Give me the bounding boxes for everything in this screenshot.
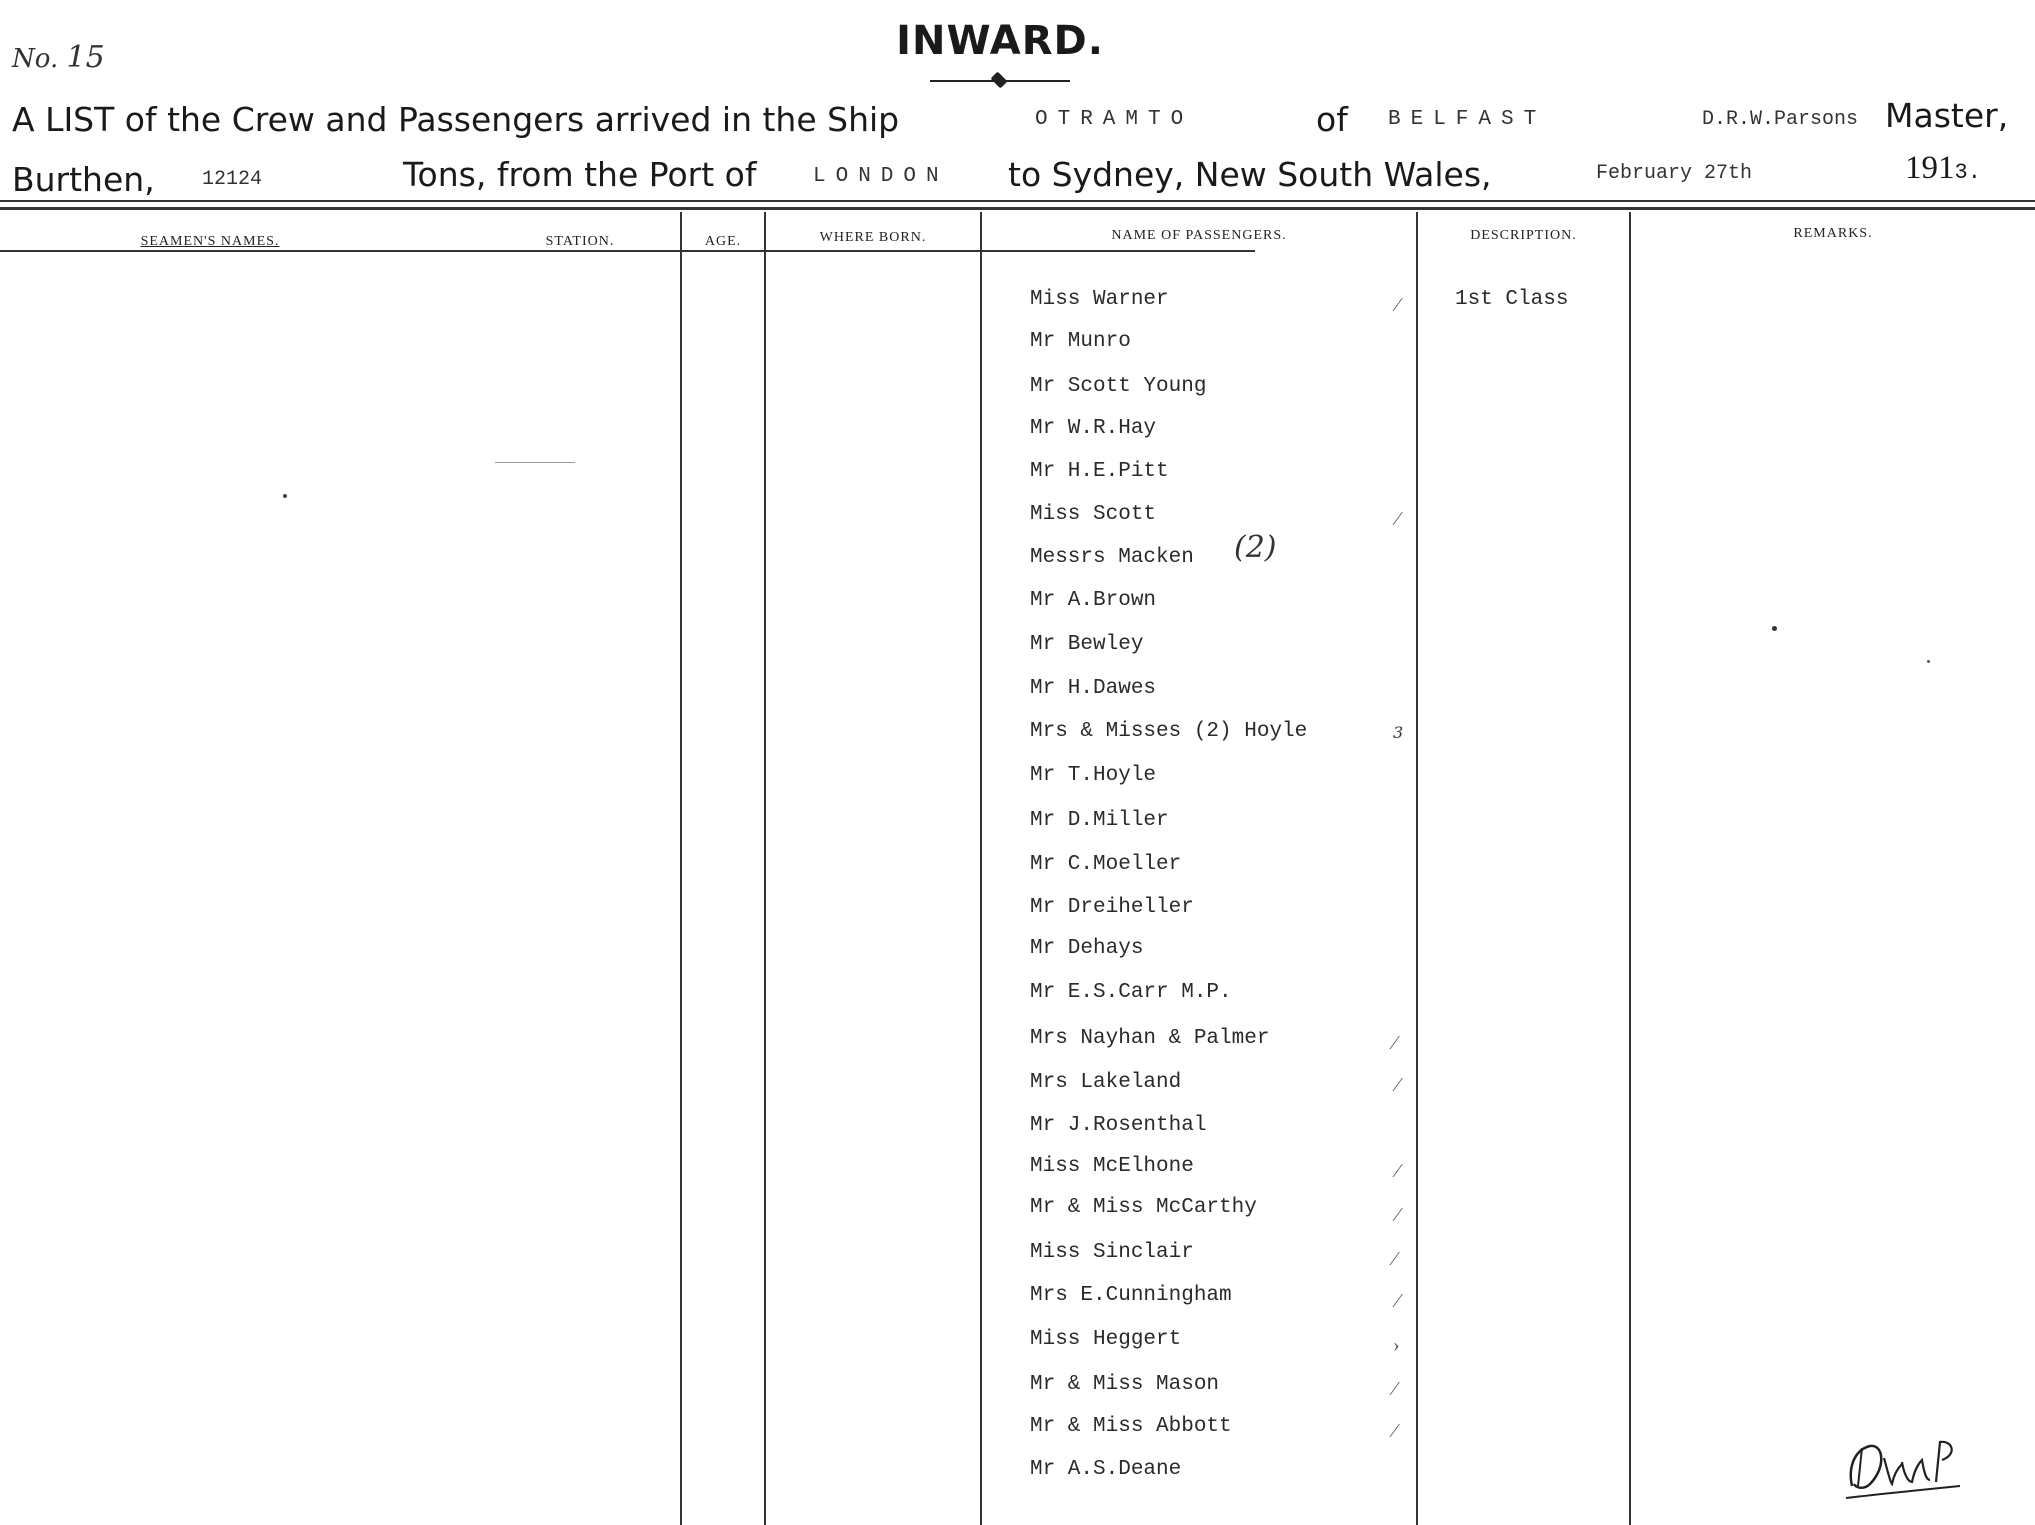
burthen-label: Burthen, [12, 160, 155, 199]
column-header-rule [0, 250, 1255, 252]
column-header-where-born: WHERE BORN. [819, 230, 927, 245]
of-label: of [1316, 100, 1348, 139]
column-divider-age-born [764, 212, 766, 1525]
passenger-row: Mr Dreiheller [1030, 896, 1194, 919]
tons-from-port-label: Tons, from the Port of [403, 155, 757, 194]
destination: to Sydney, New South Wales, [1008, 155, 1492, 194]
passenger-row: Mrs & Misses (2) Hoyle [1030, 720, 1308, 743]
arrival-year-suffix: 3. [1954, 160, 1981, 185]
master-label: Master, [1885, 96, 2009, 135]
check-mark-icon: ⁄ [1396, 1074, 1400, 1096]
check-mark-icon: ⁄ [1396, 508, 1400, 530]
passenger-row: Mr T.Hoyle [1030, 764, 1157, 787]
macken-count-annotation: (2) [1234, 530, 1277, 565]
passenger-row: Mr Dehays [1030, 937, 1144, 960]
check-mark-icon: ⁄ [1393, 1248, 1397, 1270]
ink-speck [1772, 626, 1777, 631]
burthen-value: 12124 [202, 168, 263, 191]
passenger-row: Mr & Miss Mason [1030, 1373, 1220, 1396]
title-ornament-diamond [991, 72, 1008, 89]
column-header-age: AGE. [704, 234, 742, 249]
passenger-row: Mr D.Miller [1030, 809, 1169, 832]
check-mark-icon: ⁄ [1396, 1290, 1400, 1312]
passenger-row: Mr C.Moeller [1030, 853, 1182, 876]
page-title: INWARD. [896, 18, 1104, 64]
passenger-row: Miss Scott [1030, 503, 1157, 526]
faint-rule-mark [495, 462, 575, 463]
check-mark-icon: ⁄ [1396, 294, 1400, 316]
check-mark-icon: › [1393, 1334, 1400, 1356]
check-mark-icon: ⁄ [1396, 1160, 1400, 1182]
column-header-station: STATION. [545, 234, 615, 249]
passenger-row: Mrs Nayhan & Palmer [1030, 1027, 1270, 1050]
header-rule-bottom [0, 207, 2035, 210]
passenger-row: Mr & Miss Abbott [1030, 1415, 1232, 1438]
passenger-row: Mr Bewley [1030, 633, 1144, 656]
passenger-class: 1st Class [1455, 288, 1569, 311]
passenger-row: Messrs Macken [1030, 546, 1194, 569]
passenger-row: Miss Heggert [1030, 1328, 1182, 1351]
column-header-description: DESCRIPTION. [1470, 228, 1577, 243]
passenger-row: Mr W.R.Hay [1030, 417, 1157, 440]
passenger-row: Mr A.S.Deane [1030, 1458, 1182, 1481]
master-signature [1840, 1428, 1970, 1508]
passenger-row: Mr & Miss McCarthy [1030, 1196, 1257, 1219]
passenger-row: Miss Sinclair [1030, 1241, 1194, 1264]
column-header-seamens-names: SEAMEN'S NAMES. [140, 234, 280, 249]
column-header-remarks: REMARKS. [1793, 226, 1873, 241]
passenger-row: Mr E.S.Carr M.P. [1030, 981, 1232, 1004]
column-header-passenger-names: NAME OF PASSENGERS. [1111, 228, 1287, 243]
passenger-row: Mr A.Brown [1030, 589, 1157, 612]
passenger-row: Miss Warner [1030, 288, 1169, 311]
passenger-row: Mrs E.Cunningham [1030, 1284, 1232, 1307]
arrival-year [1905, 150, 1981, 187]
check-mark-icon: ⁄ [1393, 1032, 1397, 1054]
check-mark-icon: ⁄ [1396, 1204, 1400, 1226]
passenger-row: Mrs Lakeland [1030, 1071, 1182, 1094]
column-divider-born-passengers [980, 212, 982, 1525]
ship-name: OTRAMTO [1035, 108, 1194, 131]
check-mark-icon: ⁄ [1393, 1378, 1397, 1400]
ink-speck [1927, 660, 1930, 663]
column-divider-description-remarks [1629, 212, 1631, 1525]
hoyle-count-annotation: 3 [1393, 723, 1404, 742]
ink-speck [283, 494, 287, 498]
passenger-row: Mr H.Dawes [1030, 677, 1157, 700]
check-mark-icon: ⁄ [1393, 1420, 1397, 1442]
column-divider-station-age [680, 212, 682, 1525]
record-number-value: 15 [66, 40, 105, 75]
passenger-row: Mr Scott Young [1030, 375, 1207, 398]
passenger-row: Miss McElhone [1030, 1155, 1194, 1178]
arrival-date: February 27th [1596, 162, 1753, 185]
header-rule-top [0, 200, 2035, 202]
arrival-year-prefix: 191 [1905, 150, 1955, 186]
passenger-row: Mr H.E.Pitt [1030, 460, 1169, 483]
port-of-registry: BELFAST [1388, 108, 1547, 131]
record-number-label: No. [12, 44, 59, 74]
master-name: D.R.W.Parsons [1702, 108, 1859, 131]
passenger-row: Mr Munro [1030, 330, 1131, 353]
port-from: LONDON [813, 165, 949, 188]
column-divider-passengers-description [1416, 212, 1418, 1525]
passenger-row: Mr J.Rosenthal [1030, 1114, 1207, 1137]
list-heading-prefix: A LIST of the Crew and Passengers arrived in the Ship [12, 100, 900, 139]
